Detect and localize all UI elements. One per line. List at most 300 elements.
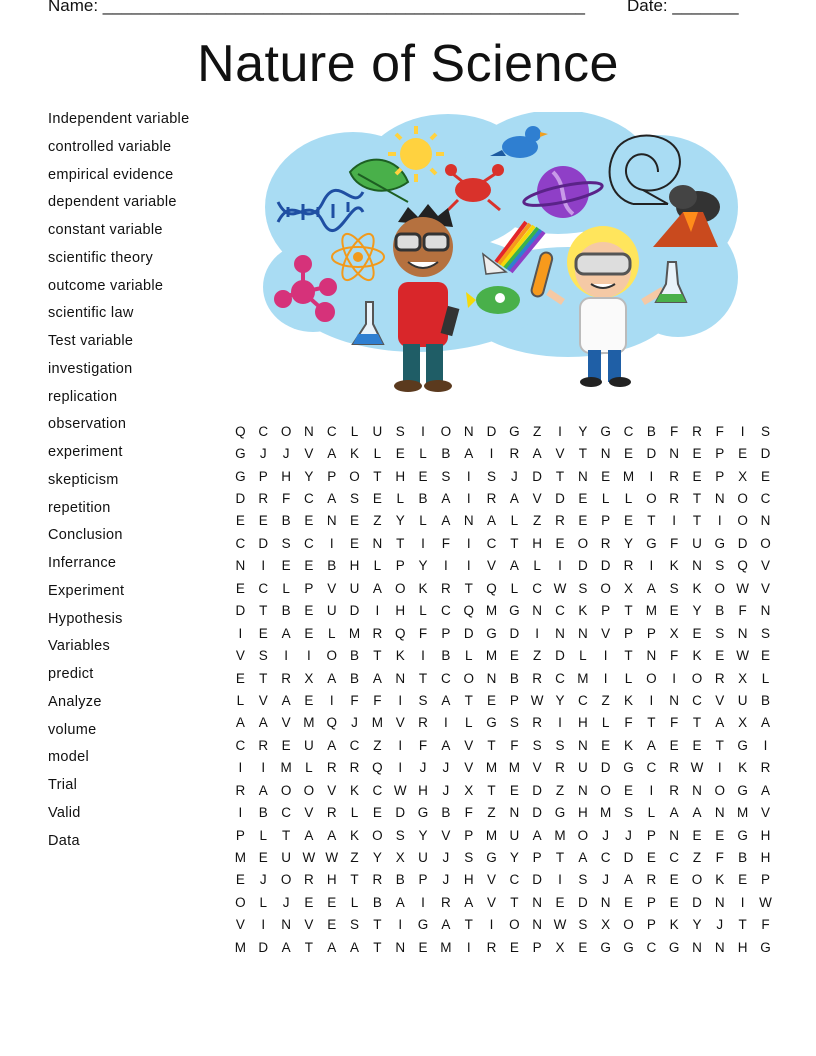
grid-cell[interactable]: N xyxy=(600,894,611,910)
grid-cell[interactable]: C xyxy=(486,535,497,551)
grid-cell[interactable]: A xyxy=(327,827,337,843)
grid-cell[interactable]: P xyxy=(258,468,268,484)
grid-cell[interactable]: T xyxy=(510,894,519,910)
grid-cell[interactable]: A xyxy=(327,939,337,955)
grid-cell[interactable]: K xyxy=(350,782,360,798)
grid-cell[interactable]: U xyxy=(418,850,428,866)
grid-cell[interactable]: T xyxy=(464,692,473,708)
grid-cell[interactable]: C xyxy=(372,782,383,798)
grid-cell[interactable]: D xyxy=(555,648,565,664)
grid-cell[interactable]: E xyxy=(350,513,360,529)
grid-cell[interactable]: T xyxy=(624,648,633,664)
grid-cell[interactable]: A xyxy=(692,805,702,821)
grid-cell[interactable]: A xyxy=(281,939,291,955)
grid-cell[interactable]: R xyxy=(372,872,383,888)
grid-cell[interactable]: T xyxy=(373,939,382,955)
grid-cell[interactable]: E xyxy=(487,692,497,708)
grid-cell[interactable]: Z xyxy=(533,513,542,529)
grid-cell[interactable]: J xyxy=(602,872,610,888)
grid-cell[interactable]: G xyxy=(737,782,748,798)
grid-cell[interactable]: M xyxy=(485,648,498,664)
grid-cell[interactable]: J xyxy=(419,760,427,776)
grid-cell[interactable]: V xyxy=(327,782,337,798)
grid-cell[interactable]: B xyxy=(372,894,382,910)
grid-cell[interactable]: W xyxy=(690,760,704,776)
grid-cell[interactable]: O xyxy=(714,580,726,596)
grid-cell[interactable]: T xyxy=(373,648,382,664)
grid-cell[interactable]: C xyxy=(669,850,680,866)
grid-cell[interactable]: M xyxy=(234,939,247,955)
grid-cell[interactable]: I xyxy=(398,692,403,708)
grid-cell[interactable]: D xyxy=(737,535,748,551)
grid-cell[interactable]: E xyxy=(692,446,702,462)
grid-cell[interactable]: W xyxy=(325,850,339,866)
grid-cell[interactable]: U xyxy=(349,580,360,596)
grid-cell[interactable]: L xyxy=(510,513,519,529)
grid-cell[interactable]: E xyxy=(304,603,314,619)
grid-cell[interactable]: W xyxy=(302,850,316,866)
grid-cell[interactable]: T xyxy=(647,715,656,731)
grid-cell[interactable]: G xyxy=(737,827,748,843)
grid-cell[interactable]: B xyxy=(738,850,748,866)
grid-cell[interactable]: X xyxy=(601,917,611,933)
grid-cell[interactable]: S xyxy=(395,423,405,439)
grid-cell[interactable]: I xyxy=(740,423,745,439)
grid-cell[interactable]: Y xyxy=(692,917,702,933)
grid-cell[interactable]: O xyxy=(577,827,589,843)
grid-cell[interactable]: W xyxy=(736,648,749,664)
grid-cell[interactable]: O xyxy=(303,782,315,798)
grid-cell[interactable]: C xyxy=(646,760,657,776)
grid-cell[interactable]: I xyxy=(763,737,768,753)
grid-cell[interactable]: C xyxy=(577,692,588,708)
grid-cell[interactable]: A xyxy=(327,491,337,507)
grid-cell[interactable]: Q xyxy=(372,760,383,776)
grid-cell[interactable]: F xyxy=(624,715,633,731)
grid-cell[interactable]: N xyxy=(532,917,543,933)
grid-cell[interactable]: A xyxy=(327,670,337,686)
grid-cell[interactable]: K xyxy=(350,446,360,462)
grid-cell[interactable]: E xyxy=(623,894,633,910)
grid-cell[interactable]: C xyxy=(623,423,634,439)
grid-cell[interactable]: O xyxy=(760,535,771,551)
grid-cell[interactable]: R xyxy=(714,670,725,686)
grid-cell[interactable]: G xyxy=(509,423,520,439)
grid-cell[interactable]: C xyxy=(600,850,611,866)
grid-cell[interactable]: J xyxy=(282,446,290,462)
grid-cell[interactable]: L xyxy=(373,558,382,574)
grid-cell[interactable]: P xyxy=(646,827,656,843)
grid-cell[interactable]: C xyxy=(235,535,246,551)
grid-cell[interactable]: R xyxy=(600,535,611,551)
grid-cell[interactable]: A xyxy=(532,827,542,843)
grid-cell[interactable]: L xyxy=(624,491,633,507)
grid-cell[interactable]: N xyxy=(669,692,680,708)
grid-cell[interactable]: G xyxy=(486,715,497,731)
grid-cell[interactable]: M xyxy=(485,827,498,843)
grid-cell[interactable]: I xyxy=(443,715,448,731)
grid-cell[interactable]: O xyxy=(349,468,360,484)
grid-cell[interactable]: D xyxy=(760,446,771,462)
grid-cell[interactable]: E xyxy=(715,648,725,664)
grid-cell[interactable]: U xyxy=(326,603,337,619)
grid-cell[interactable]: D xyxy=(258,939,269,955)
grid-cell[interactable]: G xyxy=(600,423,611,439)
grid-cell[interactable]: I xyxy=(649,692,654,708)
grid-cell[interactable]: V xyxy=(281,715,291,731)
grid-cell[interactable]: H xyxy=(281,468,291,484)
grid-cell[interactable]: A xyxy=(327,737,337,753)
grid-cell[interactable]: E xyxy=(760,468,770,484)
grid-cell[interactable]: N xyxy=(532,603,543,619)
grid-cell[interactable]: E xyxy=(601,468,611,484)
grid-cell[interactable]: N xyxy=(577,737,588,753)
grid-cell[interactable]: T xyxy=(555,468,565,484)
grid-cell[interactable]: U xyxy=(509,827,520,843)
grid-cell[interactable]: T xyxy=(692,491,702,507)
grid-cell[interactable]: N xyxy=(737,625,748,641)
grid-cell[interactable]: R xyxy=(555,513,565,529)
grid-cell[interactable]: O xyxy=(235,894,246,910)
grid-cell[interactable]: P xyxy=(601,603,611,619)
grid-cell[interactable]: I xyxy=(238,625,243,641)
grid-cell[interactable]: E xyxy=(669,894,679,910)
grid-cell[interactable]: I xyxy=(329,692,334,708)
grid-cell[interactable]: X xyxy=(738,670,748,686)
grid-cell[interactable]: I xyxy=(717,760,722,776)
grid-cell[interactable]: N xyxy=(463,423,474,439)
grid-cell[interactable]: O xyxy=(691,872,703,888)
grid-cell[interactable]: E xyxy=(418,468,428,484)
grid-cell[interactable]: B xyxy=(281,603,291,619)
grid-cell[interactable]: L xyxy=(464,648,473,664)
grid-cell[interactable]: R xyxy=(258,737,269,753)
grid-cell[interactable]: M xyxy=(645,603,657,619)
grid-cell[interactable]: B xyxy=(646,423,656,439)
grid-cell[interactable]: E xyxy=(578,939,588,955)
grid-cell[interactable]: D xyxy=(692,894,702,910)
grid-cell[interactable]: R xyxy=(555,760,565,776)
grid-cell[interactable]: F xyxy=(418,737,428,753)
grid-cell[interactable]: Y xyxy=(692,603,702,619)
grid-cell[interactable]: F xyxy=(670,648,679,664)
grid-cell[interactable]: B xyxy=(760,692,770,708)
grid-cell[interactable]: X xyxy=(555,939,565,955)
grid-cell[interactable]: D xyxy=(532,872,543,888)
grid-cell[interactable]: M xyxy=(600,805,612,821)
grid-cell[interactable]: F xyxy=(738,603,747,619)
grid-cell[interactable]: S xyxy=(578,580,588,596)
grid-cell[interactable]: N xyxy=(646,648,657,664)
grid-cell[interactable]: G xyxy=(509,603,520,619)
grid-cell[interactable]: I xyxy=(284,648,288,664)
grid-cell[interactable]: I xyxy=(261,558,266,574)
grid-cell[interactable]: N xyxy=(577,625,588,641)
grid-cell[interactable]: M xyxy=(440,939,452,955)
grid-cell[interactable]: L xyxy=(533,558,541,574)
grid-cell[interactable]: H xyxy=(395,468,406,484)
grid-cell[interactable]: B xyxy=(441,446,451,462)
grid-cell[interactable]: T xyxy=(350,872,359,888)
grid-cell[interactable]: P xyxy=(715,446,725,462)
grid-cell[interactable]: E xyxy=(692,625,702,641)
grid-cell[interactable]: L xyxy=(350,805,359,821)
grid-cell[interactable]: R xyxy=(281,670,291,686)
grid-cell[interactable]: J xyxy=(351,715,358,731)
grid-cell[interactable]: G xyxy=(417,805,429,821)
grid-cell[interactable]: S xyxy=(715,558,725,574)
grid-cell[interactable]: V xyxy=(487,872,497,888)
grid-cell[interactable]: H xyxy=(532,535,543,551)
grid-cell[interactable]: T xyxy=(624,603,633,619)
grid-cell[interactable]: S xyxy=(509,715,519,731)
grid-cell[interactable]: A xyxy=(760,715,770,731)
grid-cell[interactable]: S xyxy=(258,648,268,664)
grid-cell[interactable]: J xyxy=(442,850,450,866)
grid-cell[interactable]: T xyxy=(464,917,473,933)
grid-cell[interactable]: N xyxy=(600,446,611,462)
grid-cell[interactable]: M xyxy=(508,760,520,776)
grid-cell[interactable]: R xyxy=(669,468,680,484)
grid-cell[interactable]: B xyxy=(327,558,337,574)
grid-cell[interactable]: M xyxy=(737,805,749,821)
grid-cell[interactable]: V xyxy=(235,648,245,664)
grid-cell[interactable]: I xyxy=(672,513,677,529)
grid-cell[interactable]: I xyxy=(398,917,403,933)
grid-cell[interactable]: G xyxy=(737,737,748,753)
grid-cell[interactable]: E xyxy=(760,648,770,664)
grid-cell[interactable]: R xyxy=(235,782,246,798)
grid-cell[interactable]: R xyxy=(486,939,497,955)
grid-cell[interactable]: G xyxy=(646,535,657,551)
grid-cell[interactable]: D xyxy=(258,535,269,551)
grid-cell[interactable]: I xyxy=(535,625,540,641)
grid-cell[interactable]: I xyxy=(489,446,494,462)
grid-cell[interactable]: X xyxy=(738,715,748,731)
grid-cell[interactable]: Z xyxy=(373,513,382,529)
grid-cell[interactable]: J xyxy=(259,872,267,888)
grid-cell[interactable]: S xyxy=(715,625,725,641)
grid-cell[interactable]: T xyxy=(715,737,724,753)
grid-cell[interactable]: P xyxy=(646,625,656,641)
grid-cell[interactable]: K xyxy=(692,580,702,596)
grid-cell[interactable]: I xyxy=(740,894,745,910)
grid-cell[interactable]: T xyxy=(396,535,405,551)
grid-cell[interactable]: V xyxy=(715,692,725,708)
grid-cell[interactable]: A xyxy=(372,580,382,596)
grid-cell[interactable]: E xyxy=(555,894,565,910)
grid-cell[interactable]: H xyxy=(577,715,588,731)
grid-cell[interactable]: S xyxy=(760,625,770,641)
grid-cell[interactable]: A xyxy=(646,737,656,753)
grid-cell[interactable]: J xyxy=(602,827,610,843)
grid-cell[interactable]: A xyxy=(441,737,451,753)
grid-cell[interactable]: G xyxy=(668,939,680,955)
grid-cell[interactable]: P xyxy=(646,917,656,933)
grid-cell[interactable]: G xyxy=(623,939,634,955)
grid-cell[interactable]: A xyxy=(487,513,497,529)
grid-cell[interactable]: E xyxy=(235,872,245,888)
grid-cell[interactable]: D xyxy=(600,558,611,574)
grid-cell[interactable]: A xyxy=(327,446,337,462)
grid-cell[interactable]: V xyxy=(760,558,770,574)
grid-cell[interactable]: O xyxy=(280,782,292,798)
grid-cell[interactable]: W xyxy=(393,782,407,798)
grid-cell[interactable]: E xyxy=(669,603,679,619)
grid-cell[interactable]: N xyxy=(714,939,725,955)
grid-cell[interactable]: K xyxy=(692,648,702,664)
grid-cell[interactable]: V xyxy=(304,917,314,933)
grid-cell[interactable]: P xyxy=(464,827,474,843)
grid-cell[interactable]: N xyxy=(326,513,337,529)
grid-cell[interactable]: C xyxy=(440,603,451,619)
grid-cell[interactable]: I xyxy=(558,558,562,574)
grid-cell[interactable]: P xyxy=(532,939,542,955)
grid-cell[interactable]: E xyxy=(304,558,314,574)
grid-cell[interactable]: G xyxy=(554,805,566,821)
grid-cell[interactable]: Z xyxy=(373,737,382,753)
grid-cell[interactable]: S xyxy=(760,423,770,439)
grid-cell[interactable]: J xyxy=(442,872,450,888)
grid-cell[interactable]: E xyxy=(578,513,588,529)
grid-cell[interactable]: R xyxy=(532,670,543,686)
grid-cell[interactable]: R xyxy=(440,894,451,910)
grid-cell[interactable]: E xyxy=(372,805,382,821)
grid-cell[interactable]: E xyxy=(669,737,679,753)
grid-cell[interactable]: Y xyxy=(509,850,519,866)
grid-cell[interactable]: S xyxy=(487,468,497,484)
grid-cell[interactable]: N xyxy=(760,513,771,529)
grid-cell[interactable]: N xyxy=(532,894,543,910)
grid-cell[interactable]: V xyxy=(760,805,770,821)
grid-cell[interactable]: B xyxy=(350,670,360,686)
grid-cell[interactable]: I xyxy=(238,805,243,821)
grid-cell[interactable]: D xyxy=(463,625,474,641)
grid-cell[interactable]: I xyxy=(603,670,608,686)
grid-cell[interactable]: A xyxy=(441,513,451,529)
grid-cell[interactable]: O xyxy=(326,648,337,664)
grid-cell[interactable]: O xyxy=(440,423,452,439)
grid-cell[interactable]: V xyxy=(760,580,770,596)
grid-cell[interactable]: M xyxy=(371,715,383,731)
grid-cell[interactable]: N xyxy=(692,782,702,798)
grid-cell[interactable]: K xyxy=(669,558,679,574)
grid-cell[interactable]: N xyxy=(714,491,725,507)
grid-cell[interactable]: I xyxy=(238,760,243,776)
grid-cell[interactable]: X xyxy=(623,580,633,596)
grid-cell[interactable]: N xyxy=(760,603,771,619)
grid-cell[interactable]: L xyxy=(419,513,427,529)
grid-cell[interactable]: F xyxy=(350,692,359,708)
grid-cell[interactable]: W xyxy=(553,917,567,933)
grid-cell[interactable]: D xyxy=(532,468,543,484)
grid-cell[interactable]: E xyxy=(646,850,656,866)
grid-cell[interactable]: Z xyxy=(555,782,565,798)
grid-cell[interactable]: E xyxy=(623,446,633,462)
grid-cell[interactable]: A xyxy=(578,850,588,866)
grid-cell[interactable]: T xyxy=(373,468,382,484)
grid-cell[interactable]: L xyxy=(601,715,610,731)
grid-cell[interactable]: B xyxy=(258,805,268,821)
grid-cell[interactable]: W xyxy=(530,692,544,708)
grid-cell[interactable]: E xyxy=(715,827,725,843)
grid-cell[interactable]: I xyxy=(649,782,654,798)
grid-cell[interactable]: N xyxy=(692,939,702,955)
grid-cell[interactable]: A xyxy=(441,491,451,507)
grid-cell[interactable]: O xyxy=(646,491,657,507)
grid-cell[interactable]: P xyxy=(509,692,519,708)
grid-cell[interactable]: U xyxy=(304,737,314,753)
grid-cell[interactable]: D xyxy=(600,760,611,776)
grid-cell[interactable]: O xyxy=(463,670,474,686)
grid-cell[interactable]: E xyxy=(350,535,360,551)
grid-cell[interactable]: T xyxy=(692,715,702,731)
grid-cell[interactable]: L xyxy=(624,670,633,686)
grid-cell[interactable]: F xyxy=(715,850,724,866)
grid-cell[interactable]: B xyxy=(509,670,519,686)
grid-cell[interactable]: N xyxy=(692,558,702,574)
grid-cell[interactable]: T xyxy=(578,446,587,462)
grid-cell[interactable]: Y xyxy=(418,827,428,843)
grid-cell[interactable]: E xyxy=(509,782,519,798)
grid-cell[interactable]: C xyxy=(646,939,657,955)
grid-cell[interactable]: D xyxy=(235,491,246,507)
grid-cell[interactable]: I xyxy=(466,939,471,955)
grid-cell[interactable]: H xyxy=(395,603,406,619)
grid-cell[interactable]: F xyxy=(281,491,291,507)
grid-cell[interactable]: O xyxy=(737,491,748,507)
grid-cell[interactable]: U xyxy=(281,850,291,866)
grid-cell[interactable]: N xyxy=(555,625,565,641)
grid-cell[interactable]: L xyxy=(236,692,245,708)
grid-cell[interactable]: E xyxy=(327,917,337,933)
grid-cell[interactable]: H xyxy=(349,558,360,574)
grid-cell[interactable]: E xyxy=(555,535,565,551)
grid-cell[interactable]: A xyxy=(258,782,268,798)
grid-cell[interactable]: C xyxy=(258,423,269,439)
grid-cell[interactable]: K xyxy=(623,692,633,708)
grid-cell[interactable]: I xyxy=(466,491,471,507)
grid-cell[interactable]: G xyxy=(623,760,634,776)
grid-cell[interactable]: I xyxy=(466,558,471,574)
grid-cell[interactable]: M xyxy=(485,760,498,776)
grid-cell[interactable]: V xyxy=(258,692,268,708)
grid-cell[interactable]: T xyxy=(304,939,314,955)
grid-cell[interactable]: G xyxy=(235,468,246,484)
grid-cell[interactable]: X xyxy=(395,850,405,866)
grid-cell[interactable]: V xyxy=(304,446,314,462)
grid-cell[interactable]: T xyxy=(373,917,382,933)
grid-cell[interactable]: C xyxy=(532,580,543,596)
grid-cell[interactable]: E xyxy=(258,850,268,866)
grid-cell[interactable]: L xyxy=(259,827,267,843)
grid-cell[interactable]: I xyxy=(672,670,677,686)
grid-cell[interactable]: I xyxy=(421,535,425,551)
grid-cell[interactable]: N xyxy=(395,939,406,955)
grid-cell[interactable]: I xyxy=(375,603,380,619)
grid-cell[interactable]: P xyxy=(395,558,405,574)
grid-cell[interactable]: S xyxy=(532,737,542,753)
grid-cell[interactable]: Y xyxy=(372,850,382,866)
grid-cell[interactable]: S xyxy=(555,737,565,753)
grid-cell[interactable]: R xyxy=(418,715,428,731)
grid-cell[interactable]: V xyxy=(395,715,405,731)
grid-cell[interactable]: A xyxy=(464,446,474,462)
grid-cell[interactable]: A xyxy=(441,692,451,708)
grid-cell[interactable]: D xyxy=(235,603,246,619)
grid-cell[interactable]: Z xyxy=(601,692,610,708)
grid-cell[interactable]: I xyxy=(261,760,266,776)
